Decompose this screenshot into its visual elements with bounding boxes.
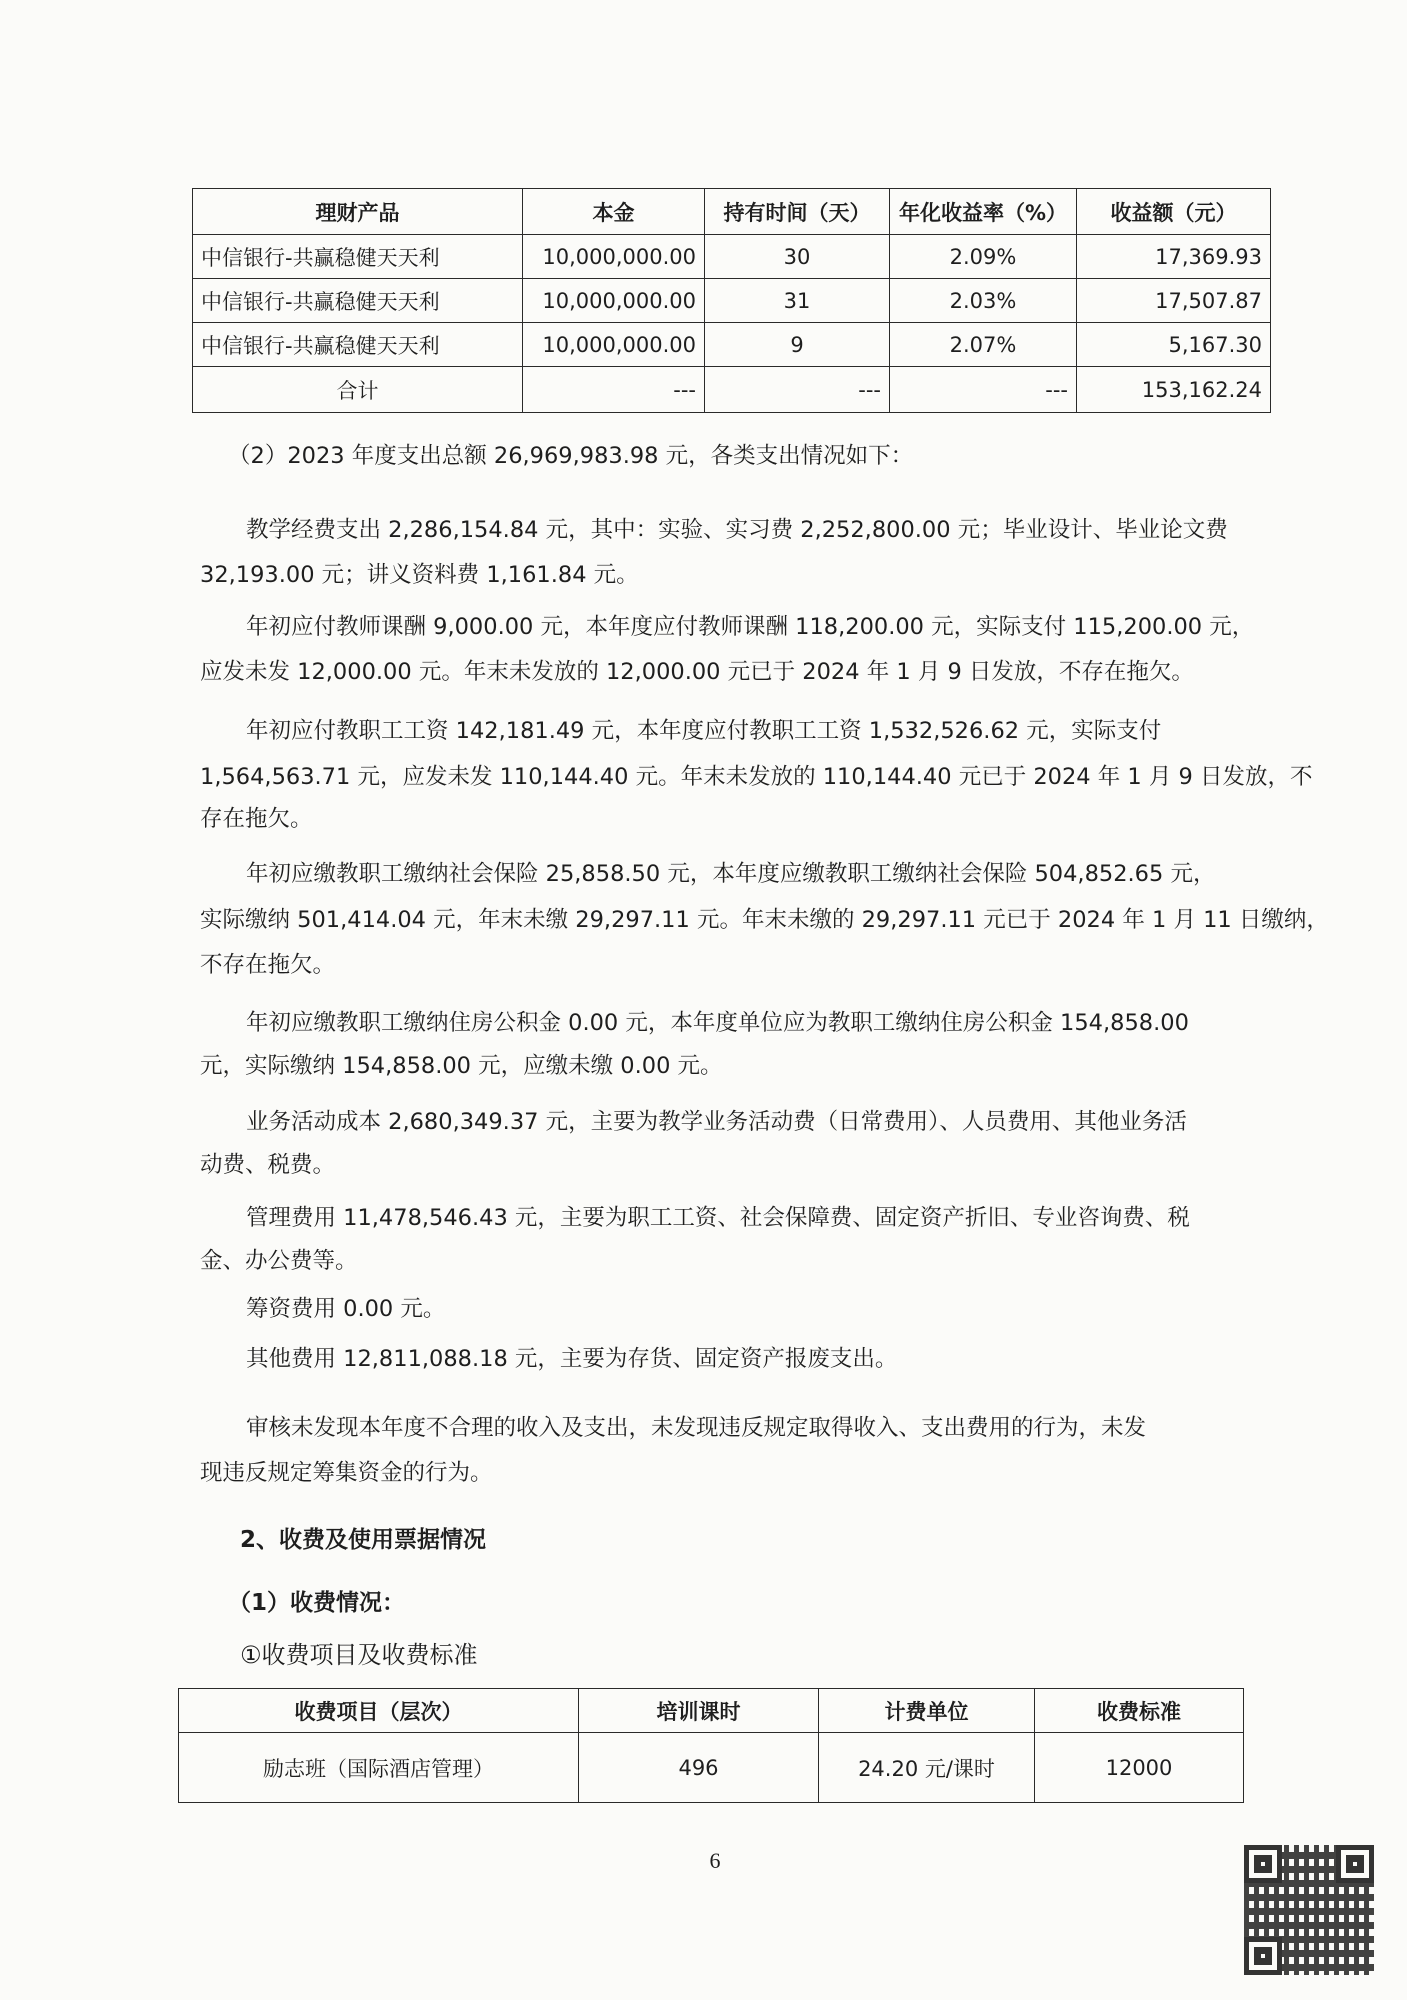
header-cell: 理财产品	[193, 189, 523, 235]
table-row	[193, 235, 1271, 279]
table-total-row	[193, 367, 1271, 413]
table-cell: 励志班（国际酒店管理）	[179, 1733, 579, 1803]
paragraph-line: 存在拖欠。	[200, 806, 313, 832]
table-cell: 中信银行-共赢稳健天天利	[193, 235, 523, 279]
header-cell: 本金	[523, 189, 705, 235]
fee-standard-table	[178, 1688, 1244, 1803]
table-cell: ---	[705, 367, 890, 413]
qr-code-icon	[1244, 1845, 1374, 1975]
table-cell: 24.20 元/课时	[819, 1733, 1035, 1803]
subsection-heading: （1）收费情况：	[228, 1590, 406, 1616]
header-cell: 收费项目（层次）	[179, 1689, 579, 1733]
wealth-product-table	[192, 188, 1271, 413]
table-cell: 9	[705, 323, 890, 367]
table-cell: ---	[890, 367, 1077, 413]
paragraph-line: 教学经费支出 2,286,154.84 元，其中：实验、实习费 2,252,800.00 元；毕业设计、毕业论文费	[246, 517, 1228, 543]
table-cell: 5,167.30	[1077, 323, 1271, 367]
table-cell: ---	[523, 367, 705, 413]
paragraph-line: 不存在拖欠。	[200, 952, 336, 978]
paragraph-line: 1,564,563.71 元，应发未发 110,144.40 元。年末未发放的 110,144.40 元已于 2024 年 1 月 9 日发放，不	[200, 764, 1313, 790]
item-heading: ①收费项目及收费标准	[240, 1641, 478, 1669]
table-cell: 12000	[1035, 1733, 1244, 1803]
qr-finder-pattern	[1336, 1845, 1374, 1883]
header-cell: 持有时间（天）	[705, 189, 890, 235]
table-cell: 2.09%	[890, 235, 1077, 279]
header-cell: 收益额（元）	[1077, 189, 1271, 235]
table-cell: 31	[705, 279, 890, 323]
paragraph-line: 年初应缴教职工缴纳社会保险 25,858.50 元，本年度应缴教职工缴纳社会保险 504,852.65 元，	[246, 861, 1216, 887]
paragraph-line: 应发未发 12,000.00 元。年末未发放的 12,000.00 元已于 2024 年 1 月 9 日发放，不存在拖欠。	[200, 659, 1194, 685]
table-cell: 10,000,000.00	[523, 235, 705, 279]
header-cell: 收费标准	[1035, 1689, 1244, 1733]
paragraph-line: 年初应缴教职工缴纳住房公积金 0.00 元，本年度单位应为教职工缴纳住房公积金 154,858.00	[246, 1010, 1189, 1036]
table-cell: 2.03%	[890, 279, 1077, 323]
table-row	[193, 323, 1271, 367]
paragraph-line: 管理费用 11,478,546.43 元，主要为职工工资、社会保障费、固定资产折旧、专业咨询费、税	[246, 1205, 1190, 1231]
paragraph-line: 实际缴纳 501,414.04 元，年末未缴 29,297.11 元。年末未缴的 29,297.11 元已于 2024 年 1 月 11 日缴纳，	[200, 907, 1329, 933]
table-header-row	[193, 189, 1271, 235]
table-cell: 中信银行-共赢稳健天天利	[193, 279, 523, 323]
qr-finder-pattern	[1244, 1845, 1282, 1883]
paragraph-line: 审核未发现本年度不合理的收入及支出，未发现违反规定取得收入、支出费用的行为，未发	[246, 1415, 1147, 1441]
paragraph-line: 业务活动成本 2,680,349.37 元，主要为教学业务活动费（日常费用）、人员费用、其他业务活	[246, 1109, 1187, 1135]
header-cell: 培训课时	[579, 1689, 819, 1733]
table-cell: 10,000,000.00	[523, 323, 705, 367]
table-row	[179, 1733, 1244, 1803]
paragraph-line: 年初应付教职工工资 142,181.49 元，本年度应付教职工工资 1,532,526.62 元，实际支付	[246, 718, 1162, 744]
paragraph-line: 动费、税费。	[200, 1152, 336, 1178]
paragraph-line: 年初应付教师课酬 9,000.00 元，本年度应付教师课酬 118,200.00 元，实际支付 115,200.00 元，	[246, 614, 1255, 640]
paragraph-line: 筹资费用 0.00 元。	[246, 1296, 446, 1322]
header-cell: 年化收益率（%）	[890, 189, 1077, 235]
page-number: 6	[709, 1848, 721, 1873]
paragraph-line: 元，实际缴纳 154,858.00 元，应缴未缴 0.00 元。	[200, 1053, 723, 1079]
paragraph-line: 32,193.00 元；讲义资料费 1,161.84 元。	[200, 562, 639, 588]
paragraph-line: （2）2023 年度支出总额 26,969,983.98 元，各类支出情况如下：	[228, 443, 914, 469]
table-cell: 496	[579, 1733, 819, 1803]
table-cell: 中信银行-共赢稳健天天利	[193, 323, 523, 367]
table-cell: 17,507.87	[1077, 279, 1271, 323]
table-row	[193, 279, 1271, 323]
header-cell: 计费单位	[819, 1689, 1035, 1733]
total-label: 合计	[193, 367, 523, 413]
total-value: 153,162.24	[1077, 367, 1271, 413]
table-header-row	[179, 1689, 1244, 1733]
table-cell: 10,000,000.00	[523, 279, 705, 323]
table-cell: 30	[705, 235, 890, 279]
paragraph-line: 金、办公费等。	[200, 1248, 358, 1274]
table-cell: 17,369.93	[1077, 235, 1271, 279]
section-heading: 2、收费及使用票据情况	[240, 1527, 487, 1553]
paragraph-line: 其他费用 12,811,088.18 元，主要为存货、固定资产报废支出。	[246, 1346, 898, 1372]
qr-finder-pattern	[1244, 1937, 1282, 1975]
paragraph-line: 现违反规定筹集资金的行为。	[200, 1460, 493, 1486]
table-cell: 2.07%	[890, 323, 1077, 367]
